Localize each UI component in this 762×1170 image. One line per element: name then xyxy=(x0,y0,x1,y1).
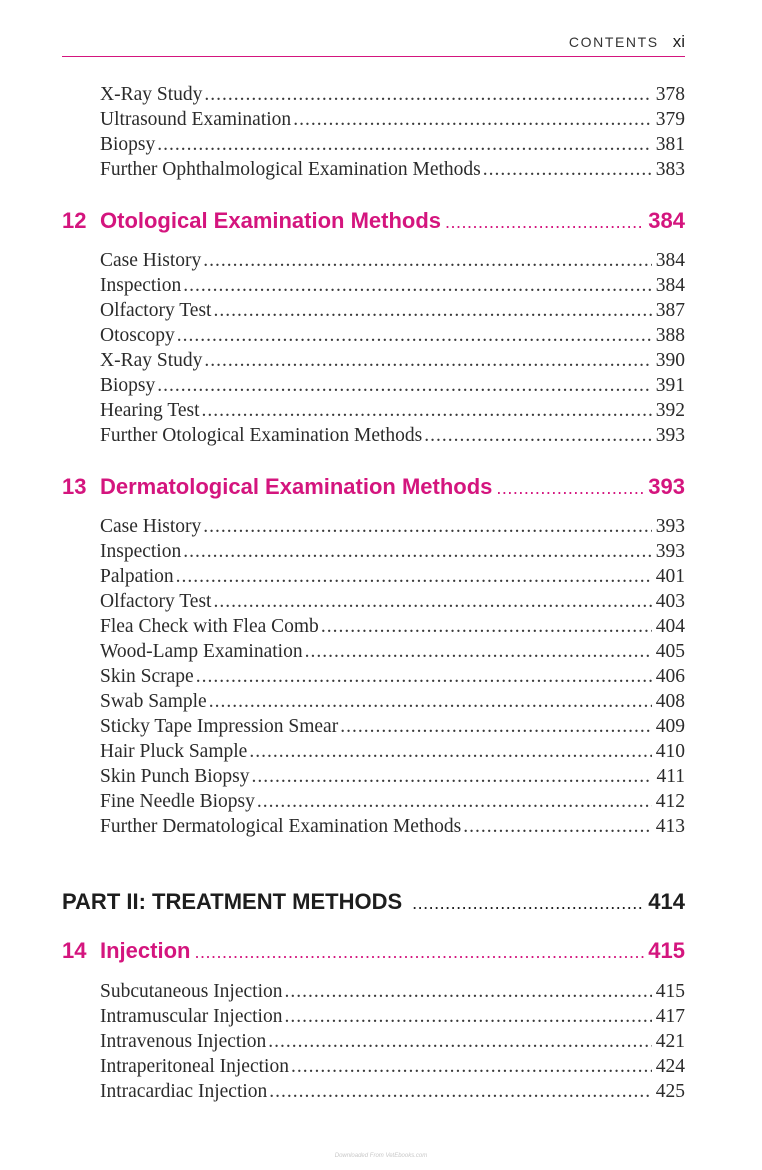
header-label: CONTENTS xyxy=(568,34,659,50)
entry-page: 392 xyxy=(655,400,685,421)
entry-title: Sticky Tape Impression Smear xyxy=(100,716,339,737)
toc-entry[interactable] xyxy=(100,132,685,157)
entry-page: 393 xyxy=(655,541,685,562)
toc-entry[interactable] xyxy=(100,739,685,764)
toc-entry[interactable] xyxy=(100,423,685,448)
toc-entry[interactable] xyxy=(100,348,685,373)
part-heading[interactable] xyxy=(62,887,685,917)
dot-leader xyxy=(209,689,652,714)
toc-entry[interactable] xyxy=(100,157,685,182)
entry-title: Inspection xyxy=(100,275,182,296)
toc-entry[interactable] xyxy=(100,514,685,539)
entry-title: Further Otological Examination Methods xyxy=(100,425,423,446)
dot-leader xyxy=(257,789,652,814)
dot-leader xyxy=(202,398,652,423)
part-page: 414 xyxy=(648,889,685,914)
entry-page: 425 xyxy=(655,1081,685,1102)
entry-page: 410 xyxy=(655,741,685,762)
dot-leader xyxy=(183,273,652,298)
toc-entry[interactable] xyxy=(100,273,685,298)
toc-entry[interactable] xyxy=(100,614,685,639)
entry-title: Olfactory Test xyxy=(100,591,212,612)
toc-entry[interactable] xyxy=(100,248,685,273)
entry-title: Palpation xyxy=(100,566,174,587)
toc-entry[interactable] xyxy=(100,1004,685,1029)
entry-title: Intramuscular Injection xyxy=(100,1006,283,1027)
dot-leader xyxy=(269,1079,651,1104)
chapter-title: Injection xyxy=(100,938,191,963)
toc-entry[interactable] xyxy=(100,764,685,789)
entry-page: 403 xyxy=(655,591,685,612)
entry-title: X-Ray Study xyxy=(100,84,203,105)
entry-title: Biopsy xyxy=(100,375,156,396)
dot-leader xyxy=(463,814,652,839)
entry-title: Subcutaneous Injection xyxy=(100,981,283,1002)
dot-leader xyxy=(483,157,652,182)
entry-page: 409 xyxy=(655,716,685,737)
entry-page: 411 xyxy=(656,766,685,787)
entry-page: 412 xyxy=(655,791,685,812)
entry-page: 401 xyxy=(655,566,685,587)
entry-page: 388 xyxy=(655,325,685,346)
toc-entry[interactable] xyxy=(100,814,685,839)
running-header xyxy=(62,32,685,57)
dot-leader xyxy=(177,323,652,348)
toc-entry[interactable] xyxy=(100,1029,685,1054)
dot-leader xyxy=(213,589,651,614)
toc-entry[interactable] xyxy=(100,539,685,564)
entry-page: 406 xyxy=(655,666,685,687)
toc-entry[interactable] xyxy=(100,398,685,423)
toc-entry[interactable] xyxy=(100,639,685,664)
dot-leader xyxy=(203,248,651,273)
toc-entry[interactable] xyxy=(100,373,685,398)
chapter-heading-12[interactable] xyxy=(62,206,685,236)
dot-leader xyxy=(252,764,653,789)
dot-leader xyxy=(196,664,652,689)
dot-leader xyxy=(445,207,644,236)
toc-entry[interactable] xyxy=(100,664,685,689)
toc-entry[interactable] xyxy=(100,298,685,323)
entry-title: Fine Needle Biopsy xyxy=(100,791,255,812)
dot-leader xyxy=(249,739,651,764)
entry-title: Swab Sample xyxy=(100,691,207,712)
entry-title: X-Ray Study xyxy=(100,350,203,371)
chapter-page: 415 xyxy=(648,938,685,963)
entry-page: 381 xyxy=(655,134,685,155)
toc-entry[interactable] xyxy=(100,107,685,132)
toc-entry[interactable] xyxy=(100,564,685,589)
entry-page: 383 xyxy=(655,159,685,180)
entry-title: Biopsy xyxy=(100,134,156,155)
toc-entry[interactable] xyxy=(100,1054,685,1079)
entry-title: Wood-Lamp Examination xyxy=(100,641,303,662)
chapter-title: Otological Examination Methods xyxy=(100,208,442,233)
dot-leader xyxy=(340,714,652,739)
toc-entry[interactable] xyxy=(100,689,685,714)
toc-entry[interactable] xyxy=(100,589,685,614)
entry-title: Hearing Test xyxy=(100,400,200,421)
entry-page: 404 xyxy=(655,616,685,637)
entry-page: 379 xyxy=(655,109,685,130)
dot-leader xyxy=(157,373,651,398)
chapter-title: Dermatological Examination Methods xyxy=(100,474,493,499)
dot-leader xyxy=(213,298,651,323)
entry-page: 393 xyxy=(655,425,685,446)
dot-leader xyxy=(268,1029,652,1054)
dot-leader xyxy=(496,473,644,502)
entry-title: Further Dermatological Examination Methods xyxy=(100,816,462,837)
entry-page: 384 xyxy=(655,250,685,271)
entry-title: Case History xyxy=(100,516,202,537)
chapter-number: 12 xyxy=(62,208,87,233)
entry-title: Skin Punch Biopsy xyxy=(100,766,250,787)
entry-title: Further Ophthalmological Examination Methods xyxy=(100,159,481,180)
entry-title: Olfactory Test xyxy=(100,300,212,321)
entry-page: 393 xyxy=(655,516,685,537)
dot-leader xyxy=(284,1004,651,1029)
toc-entry[interactable] xyxy=(100,714,685,739)
entry-title: Case History xyxy=(100,250,202,271)
entry-page: 421 xyxy=(655,1031,685,1052)
entry-title: Flea Check with Flea Comb xyxy=(100,616,319,637)
entry-title: Intravenous Injection xyxy=(100,1031,267,1052)
dot-leader xyxy=(412,888,644,917)
dot-leader xyxy=(176,564,652,589)
entry-page: 384 xyxy=(655,275,685,296)
chapter-heading-14[interactable] xyxy=(62,936,685,966)
chapter-number: 13 xyxy=(62,474,87,499)
toc-entry[interactable] xyxy=(100,323,685,348)
entry-page: 405 xyxy=(655,641,685,662)
entry-title: Inspection xyxy=(100,541,182,562)
chapter-page: 384 xyxy=(648,208,685,233)
toc-entry[interactable] xyxy=(100,789,685,814)
entry-title: Ultrasound Examination xyxy=(100,109,292,130)
entry-page: 417 xyxy=(655,1006,685,1027)
entry-page: 390 xyxy=(655,350,685,371)
dot-leader xyxy=(204,82,651,107)
entry-title: Intraperitoneal Injection xyxy=(100,1056,289,1077)
dot-leader xyxy=(183,539,652,564)
entry-title: Skin Scrape xyxy=(100,666,194,687)
entry-page: 391 xyxy=(655,375,685,396)
entry-title: Otoscopy xyxy=(100,325,175,346)
entry-page: 413 xyxy=(655,816,685,837)
entry-title: Intracardiac Injection xyxy=(100,1081,268,1102)
dot-leader xyxy=(293,107,652,132)
dot-leader xyxy=(424,423,652,448)
entry-title: Hair Pluck Sample xyxy=(100,741,248,762)
entry-page: 424 xyxy=(655,1056,685,1077)
dot-leader xyxy=(203,514,651,539)
entry-page: 378 xyxy=(655,84,685,105)
chapter-heading-13[interactable] xyxy=(62,472,685,502)
dot-leader xyxy=(321,614,652,639)
dot-leader xyxy=(285,979,652,1004)
watermark: Downloaded From VetEbooks.com xyxy=(334,1153,428,1159)
dot-leader xyxy=(305,639,652,664)
dot-leader xyxy=(291,1054,652,1079)
entry-page: 408 xyxy=(655,691,685,712)
entry-page: 387 xyxy=(655,300,685,321)
chapter-page: 393 xyxy=(648,474,685,499)
toc-entry[interactable] xyxy=(100,1079,685,1104)
dot-leader xyxy=(157,132,651,157)
toc-entry[interactable] xyxy=(100,979,685,1004)
entry-page: 415 xyxy=(655,981,685,1002)
dot-leader xyxy=(194,937,644,966)
dot-leader xyxy=(204,348,651,373)
toc-entry[interactable] xyxy=(100,82,685,107)
chapter-number: 14 xyxy=(62,938,87,963)
part-title: PART II: TREATMENT METHODS xyxy=(62,889,403,914)
header-page-number: xi xyxy=(672,32,685,51)
